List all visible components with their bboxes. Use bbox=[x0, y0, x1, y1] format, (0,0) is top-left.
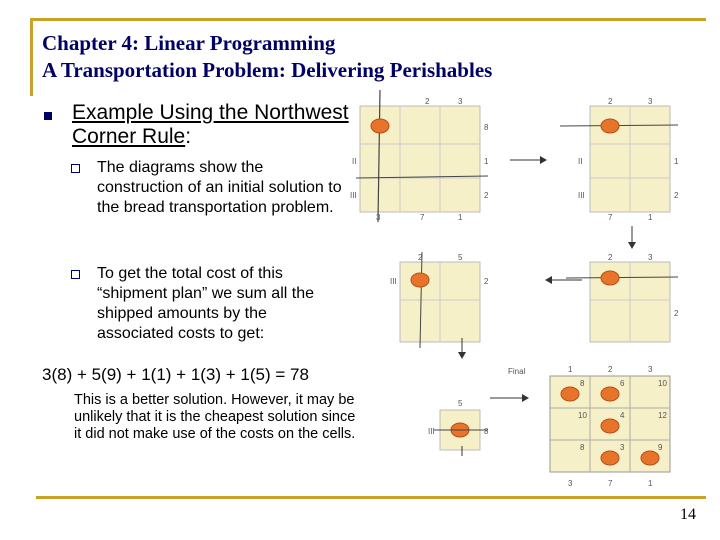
svg-text:1: 1 bbox=[648, 479, 653, 488]
svg-text:1: 1 bbox=[648, 213, 653, 222]
title-line-1: Chapter 4: Linear Programming bbox=[42, 31, 336, 55]
stage-1-demand-1: 3 bbox=[376, 213, 381, 222]
svg-text:III: III bbox=[390, 277, 397, 286]
svg-text:2: 2 bbox=[484, 277, 489, 286]
svg-text:1: 1 bbox=[568, 365, 573, 374]
svg-text:III: III bbox=[578, 191, 585, 200]
stage-1-supply-2: 1 bbox=[484, 157, 489, 166]
main-bullet-colon: : bbox=[185, 125, 192, 148]
svg-text:2: 2 bbox=[608, 365, 613, 374]
frame-bottom-rule bbox=[36, 496, 706, 499]
svg-text:2: 2 bbox=[608, 253, 613, 262]
sub-bullet-marker-1 bbox=[71, 164, 80, 173]
stage-1-demand-3: 1 bbox=[458, 213, 463, 222]
svg-text:8: 8 bbox=[484, 427, 489, 436]
svg-text:4: 4 bbox=[620, 411, 625, 420]
svg-text:8: 8 bbox=[580, 443, 585, 452]
svg-text:III: III bbox=[428, 427, 435, 436]
final-label: Final bbox=[508, 367, 526, 376]
stage-1-supply-1: 8 bbox=[484, 123, 489, 132]
svg-text:5: 5 bbox=[458, 399, 463, 408]
stage-3-grid bbox=[390, 252, 489, 348]
final-grid bbox=[508, 365, 670, 488]
slide-title bbox=[42, 30, 492, 84]
sub-bullet-marker-2 bbox=[71, 270, 80, 279]
main-bullet-text: Example Using the Northwest Corner Rule bbox=[72, 101, 349, 148]
conclusion-note: This is a better solution. However, it may be unlikely that it is the cheapest solution since it did not make use of the costs on the cells. bbox=[74, 392, 356, 442]
svg-text:1: 1 bbox=[674, 157, 679, 166]
svg-text:II: II bbox=[578, 157, 583, 166]
svg-text:7: 7 bbox=[608, 479, 613, 488]
svg-text:8: 8 bbox=[580, 379, 585, 388]
svg-text:3: 3 bbox=[648, 365, 653, 374]
sub-bullet-1: The diagrams show the construction of an initial solution to the bread transportation problem. bbox=[97, 159, 342, 216]
page-number: 14 bbox=[680, 506, 696, 523]
sub-bullet-2: To get the total cost of this “shipment plan” we sum all the shipped amounts by the associated costs to get: bbox=[97, 265, 314, 342]
svg-text:9: 9 bbox=[658, 443, 663, 452]
svg-text:2: 2 bbox=[674, 309, 679, 318]
stage-2-grid bbox=[560, 97, 679, 222]
svg-text:10: 10 bbox=[578, 411, 587, 420]
svg-text:7: 7 bbox=[608, 213, 613, 222]
main-bullet bbox=[72, 101, 352, 149]
cost-formula: 3(8) + 5(9) + 1(1) + 1(3) + 1(5) = 78 bbox=[42, 365, 309, 384]
svg-text:2: 2 bbox=[608, 97, 613, 106]
svg-text:3: 3 bbox=[648, 253, 653, 262]
frame-left-rule bbox=[30, 18, 33, 96]
title-line-2: A Transportation Problem: Delivering Perishables bbox=[42, 58, 493, 82]
svg-text:3: 3 bbox=[648, 97, 653, 106]
stage-2-allocation bbox=[601, 119, 619, 133]
svg-text:3: 3 bbox=[620, 443, 625, 452]
stage-1-col-3: 3 bbox=[458, 97, 463, 106]
svg-text:12: 12 bbox=[658, 411, 667, 420]
stage-1-demand-2: 7 bbox=[420, 213, 425, 222]
svg-text:2: 2 bbox=[674, 191, 679, 200]
svg-text:2: 2 bbox=[418, 253, 423, 262]
stage-1-col-2: 2 bbox=[425, 97, 430, 106]
stage-1-allocation bbox=[371, 119, 389, 133]
svg-text:5: 5 bbox=[458, 253, 463, 262]
northwest-corner-diagrams bbox=[340, 84, 686, 494]
main-bullet-marker bbox=[44, 112, 52, 120]
svg-text:3: 3 bbox=[568, 479, 573, 488]
svg-text:10: 10 bbox=[658, 379, 667, 388]
frame-top-rule bbox=[30, 18, 706, 21]
svg-text:6: 6 bbox=[620, 379, 625, 388]
stage-1-grid bbox=[350, 90, 489, 222]
stage-1-row-3: III bbox=[350, 191, 357, 200]
stage-5-grid bbox=[428, 399, 489, 456]
stage-1-supply-3: 2 bbox=[484, 191, 489, 200]
stage-1-row-2: II bbox=[352, 157, 357, 166]
stage-4-grid bbox=[566, 253, 679, 342]
